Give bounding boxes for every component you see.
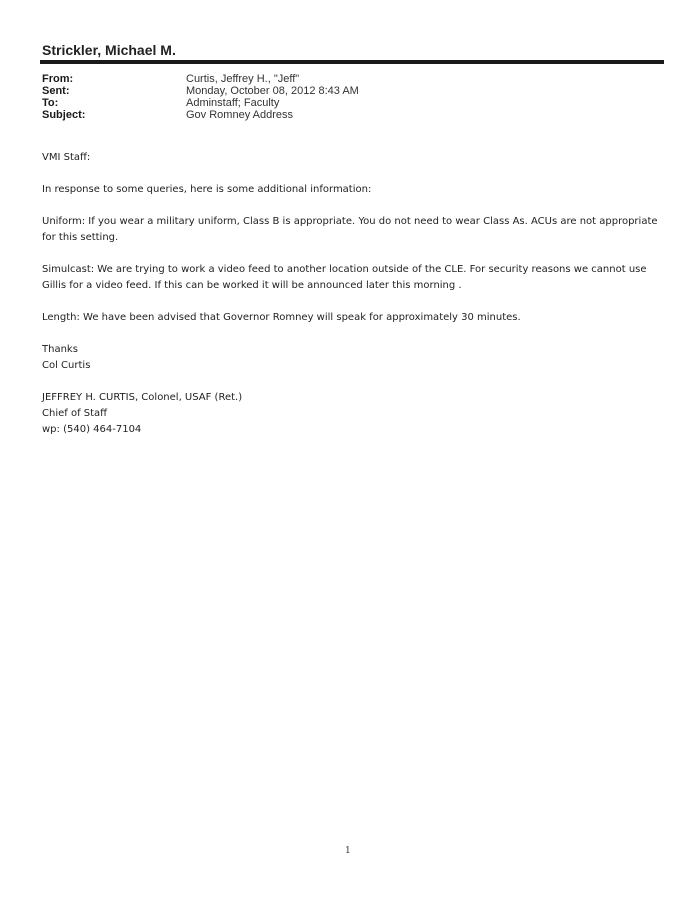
sign-off: [42, 342, 667, 374]
from-label: From:: [42, 73, 74, 85]
email-header-block: [42, 73, 359, 121]
signature-phone: wp: (540) 464-7104: [42, 424, 142, 435]
subject-value: Gov Romney Address: [186, 109, 293, 121]
page-number: 1: [345, 846, 351, 856]
closing: Thanks: [42, 344, 78, 355]
intro-paragraph: In response to some queries, here is some additional information:: [42, 184, 372, 195]
subject-label: Subject:: [42, 109, 86, 121]
from-row: [42, 73, 359, 85]
to-label: To:: [42, 97, 59, 109]
mailbox-owner-name: Strickler, Michael M.: [42, 42, 176, 58]
simulcast-paragraph: Simulcast: We are trying to work a video feed to another location outside of the CLE. For security reasons we cannot use Gillis for a video feed. If this can be worked it will be announced later this morning .: [42, 264, 647, 291]
greeting: VMI Staff:: [42, 152, 91, 163]
to-row: [42, 97, 359, 109]
sent-value: Monday, October 08, 2012 8:43 AM: [186, 85, 359, 97]
header-divider: [40, 60, 664, 64]
length-paragraph: Length: We have been advised that Governor Romney will speak for approximately 30 minutes.: [42, 312, 521, 323]
signature-title: Chief of Staff: [42, 408, 108, 419]
email-body: [42, 150, 667, 454]
uniform-paragraph: Uniform: If you wear a military uniform, Class B is appropriate. You do not need to wear Class As. ACUs are not appropriate for this setting.: [42, 216, 658, 243]
sender-short-name: Col Curtis: [42, 360, 91, 371]
sent-label: Sent:: [42, 85, 70, 97]
to-value: Adminstaff; Faculty: [186, 97, 280, 109]
signature-name: JEFFREY H. CURTIS, Colonel, USAF (Ret.): [42, 392, 243, 403]
subject-row: [42, 109, 359, 121]
from-value: Curtis, Jeffrey H., "Jeff": [186, 73, 300, 85]
sent-row: [42, 85, 359, 97]
signature-block: [42, 390, 667, 438]
